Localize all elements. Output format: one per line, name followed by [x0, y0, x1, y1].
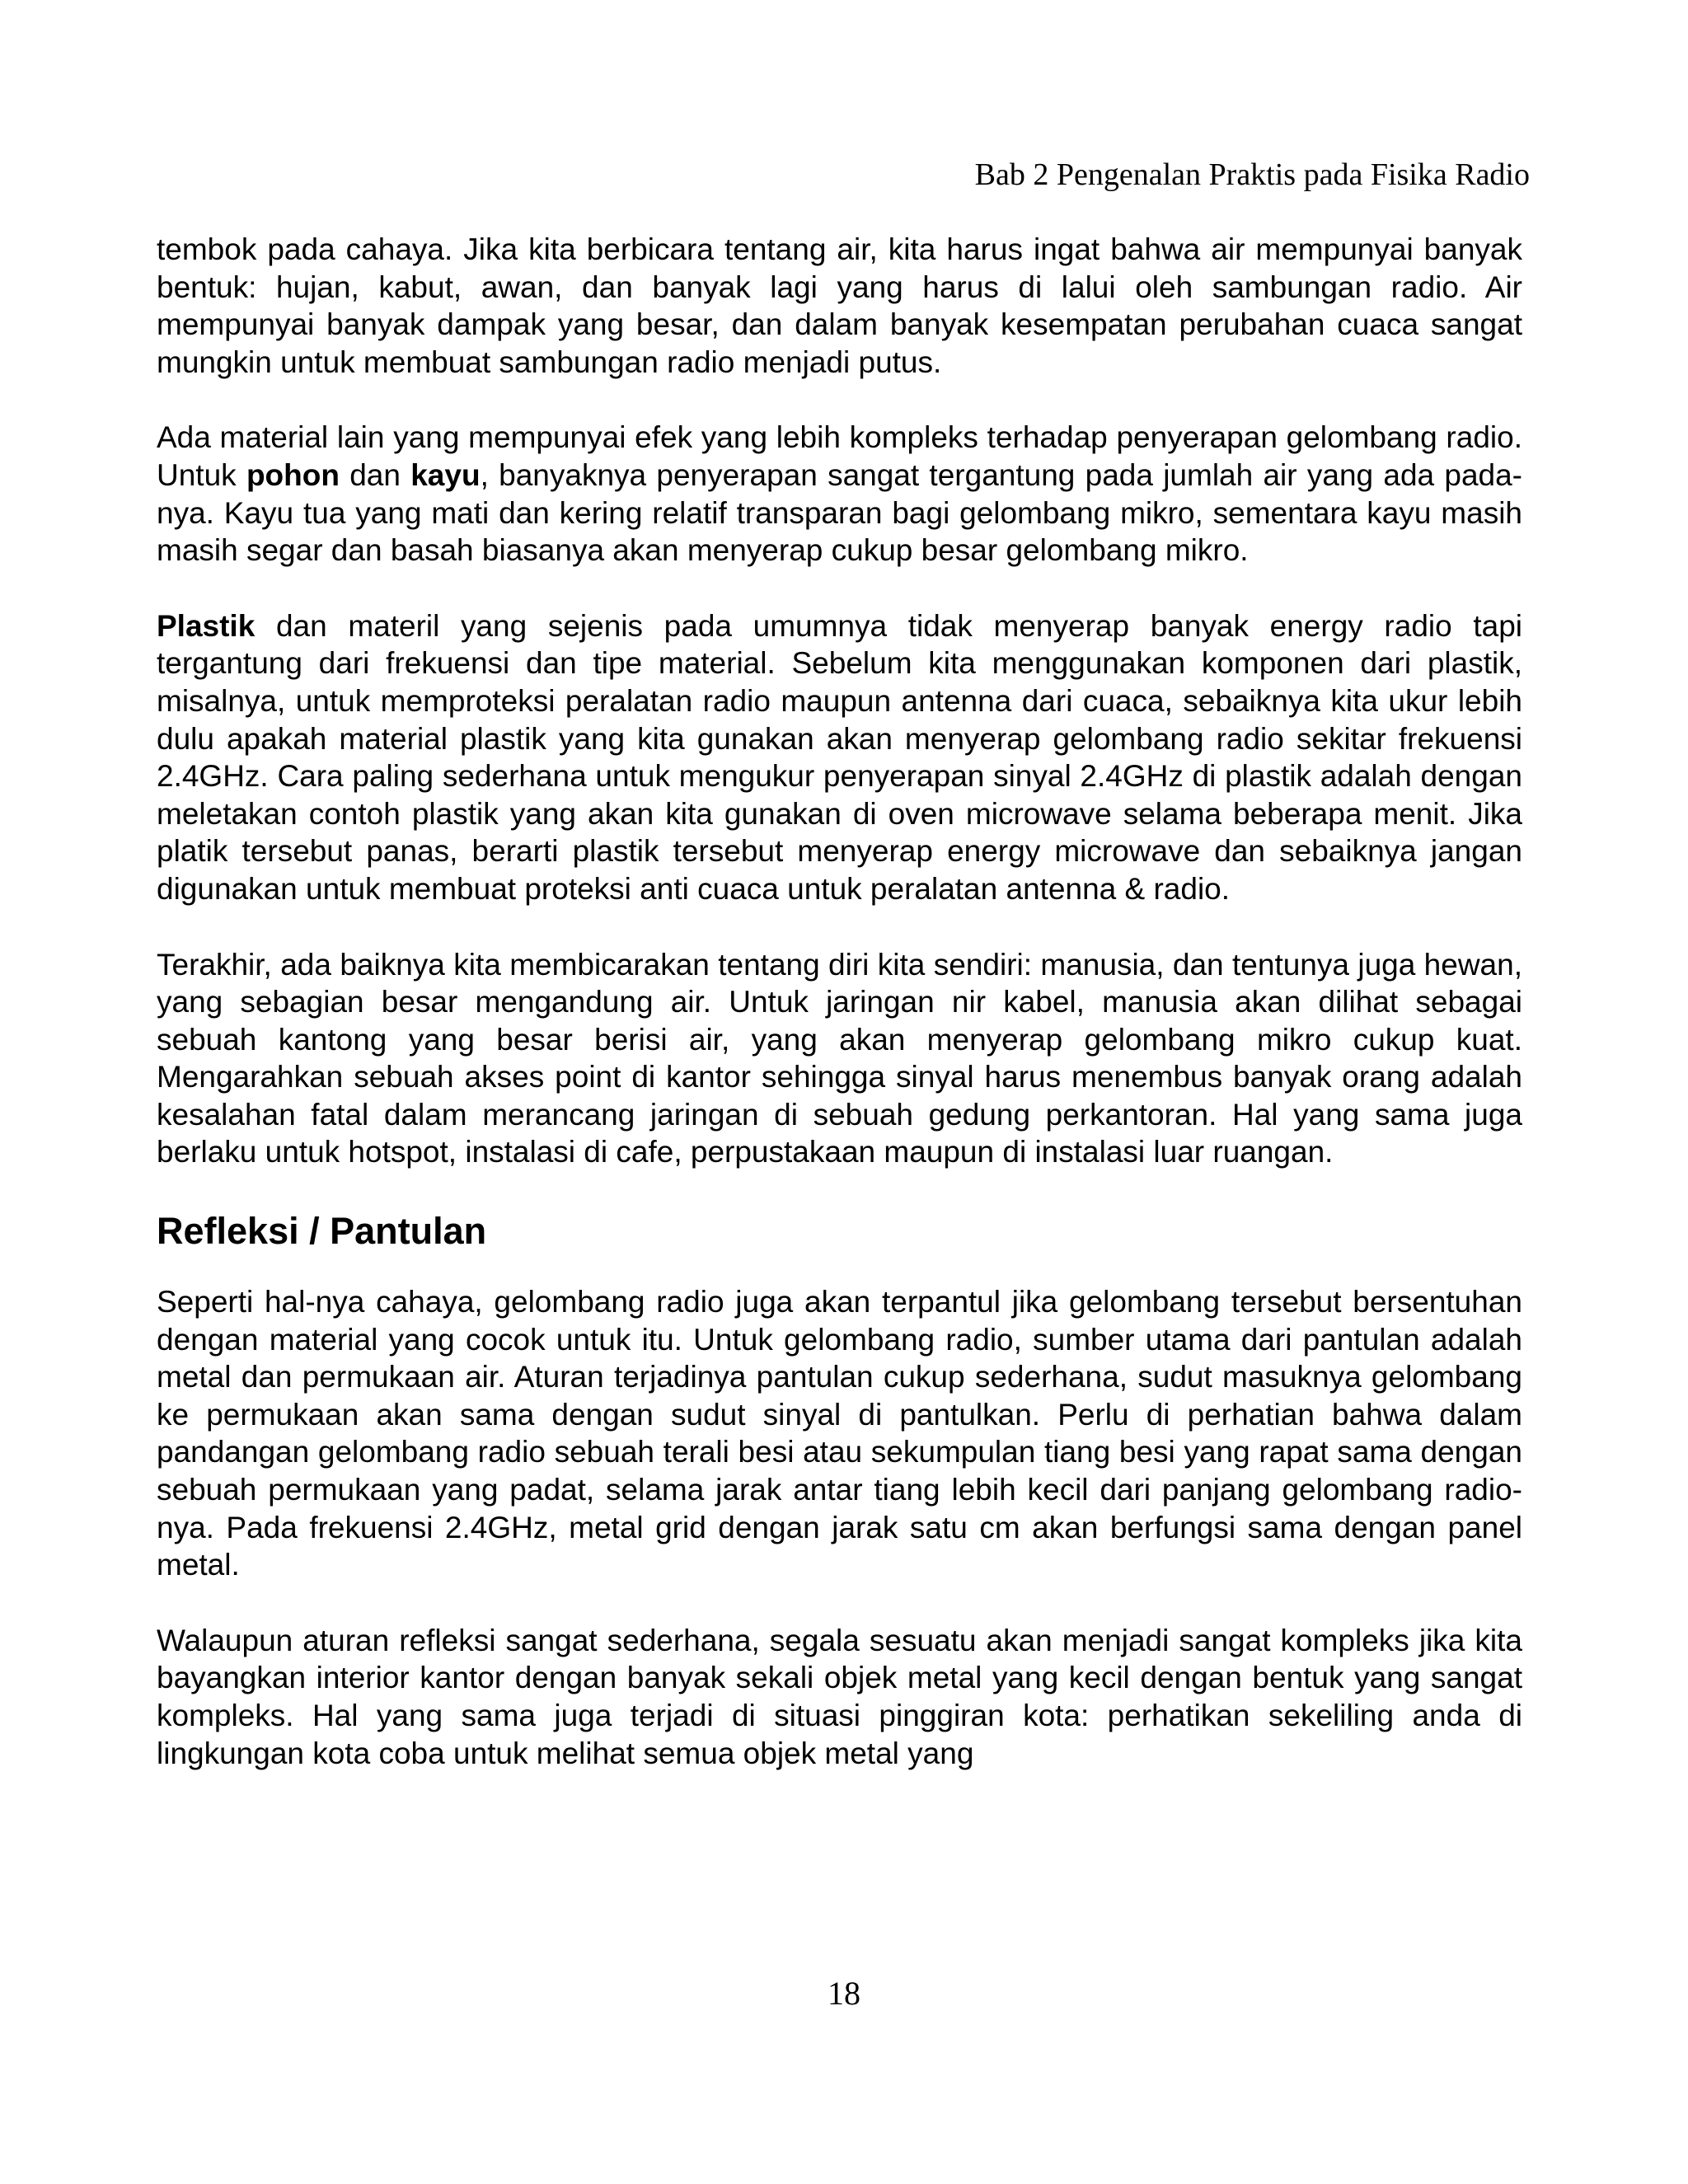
paragraph-text: dan materil yang sejenis pada umumnya tidak menyerap banyak energy radio tapi tergantung dari frekuensi dan tipe material. Sebelum kita menggunakan komponen dari plastik, misalnya, untuk memproteksi peralatan radio maupun antenna dari cuaca, sebaiknya kita ukur lebih dulu apakah material plastik yang kita gunakan akan menyerap gelombang radio sekitar frekuensi 2.4GHz. Cara paling sederhana untuk mengukur penyerapan sinyal 2.4GHz di plastik adalah dengan meletakan contoh plastik yang akan kita gunakan di oven microwave selama beberapa menit. Jika platik tersebut panas, berarti plastik tersebut menyerap energy microwave dan sebaiknya jangan digunakan untuk membuat proteksi anti cuaca untuk peralatan antenna & radio.: [157, 608, 1522, 906]
page-number: 18: [828, 1975, 860, 2012]
bold-term-pohon: pohon: [246, 457, 340, 492]
paragraph-text: dan: [339, 457, 411, 492]
paragraph-text: Ada material lain yang mempunyai efek yang lebih kompleks terhadap penyerapan gelombang radio. Untuk: [157, 420, 1522, 492]
paragraph-water: tembok pada cahaya. Jika kita berbicara tentang air, kita harus ingat bahwa air mempunyai banyak bentuk: hujan, kabut, awan, dan banyak lagi yang harus di lalui oleh sambungan radio. Air mempunyai banyak dampak yang besar, dan dalam banyak kesempatan perubahan cuaca sangat mungkin untuk membuat sambungan radio menjadi putus.: [157, 232, 1522, 379]
paragraph-plastic: [157, 607, 1522, 908]
bold-term-kayu: kayu: [410, 457, 481, 492]
page-body: [157, 231, 1522, 1772]
paragraph-reflection: Seperti hal-nya cahaya, gelombang radio juga akan terpantul jika gelombang tersebut bersentuhan dengan material yang cocok untuk itu. Untuk gelombang radio, sumber utama dari pantulan adalah metal dan permukaan air. Aturan terjadinya pantulan cukup sederhana, sudut masuknya gelombang ke permukaan akan sama dengan sudut sinyal di pantulkan. Perlu di perhatian bahwa dalam pandangan gelombang radio sebuah terali besi atau sekumpulan tiang besi yang rapat sama dengan sebuah permukaan yang padat, selama jarak antar tiang lebih kecil dari panjang gelombang radio-nya. Pada frekuensi 2.4GHz, metal grid dengan jarak satu cm akan berfungsi sama dengan panel metal.: [157, 1285, 1522, 1582]
paragraph-trees-wood: [157, 419, 1522, 569]
bold-term-plastik: Plastik: [157, 608, 256, 643]
paragraph-text: , banyaknya penyerapan sangat tergantung pada jumlah air yang ada pada-nya. Kayu tua yang mati dan kering relatif transparan bagi gelombang mikro, sementara kayu masih masih segar dan basah biasanya akan menyerap cukup besar gelombang mikro.: [157, 457, 1523, 568]
paragraph-reflection-complex: Walaupun aturan refleksi sangat sederhana, segala sesuatu akan menjadi sangat kompleks jika kita bayangkan interior kantor dengan banyak sekali objek metal yang kecil dengan bentuk yang sangat kompleks. Hal yang sama juga terjadi di situasi pinggiran kota: perhatikan sekeliling anda di lingkungan kota coba untuk melihat semua objek metal yang: [157, 1623, 1522, 1770]
section-heading: Refleksi / Pantulan: [157, 1210, 487, 1253]
paragraph-humans: Terakhir, ada baiknya kita membicarakan tentang diri kita sendiri: manusia, dan tentunya juga hewan, yang sebagian besar mengandung air. Untuk jaringan nir kabel, manusia akan dilihat sebagai sebuah kantong yang besar berisi air, yang akan menyerap gelombang mikro cukup kuat. Mengarahkan sebuah akses point di kantor sehingga sinyal harus menembus banyak orang adalah kesalahan fatal dalam merancang jaringan di sebuah gedung perkantoran. Hal yang sama juga berlaku untuk hotspot, instalasi di cafe, perpustakaan maupun di instalasi luar ruangan.: [157, 947, 1522, 1169]
running-header: Bab 2 Pengenalan Praktis pada Fisika Radio: [974, 157, 1530, 192]
